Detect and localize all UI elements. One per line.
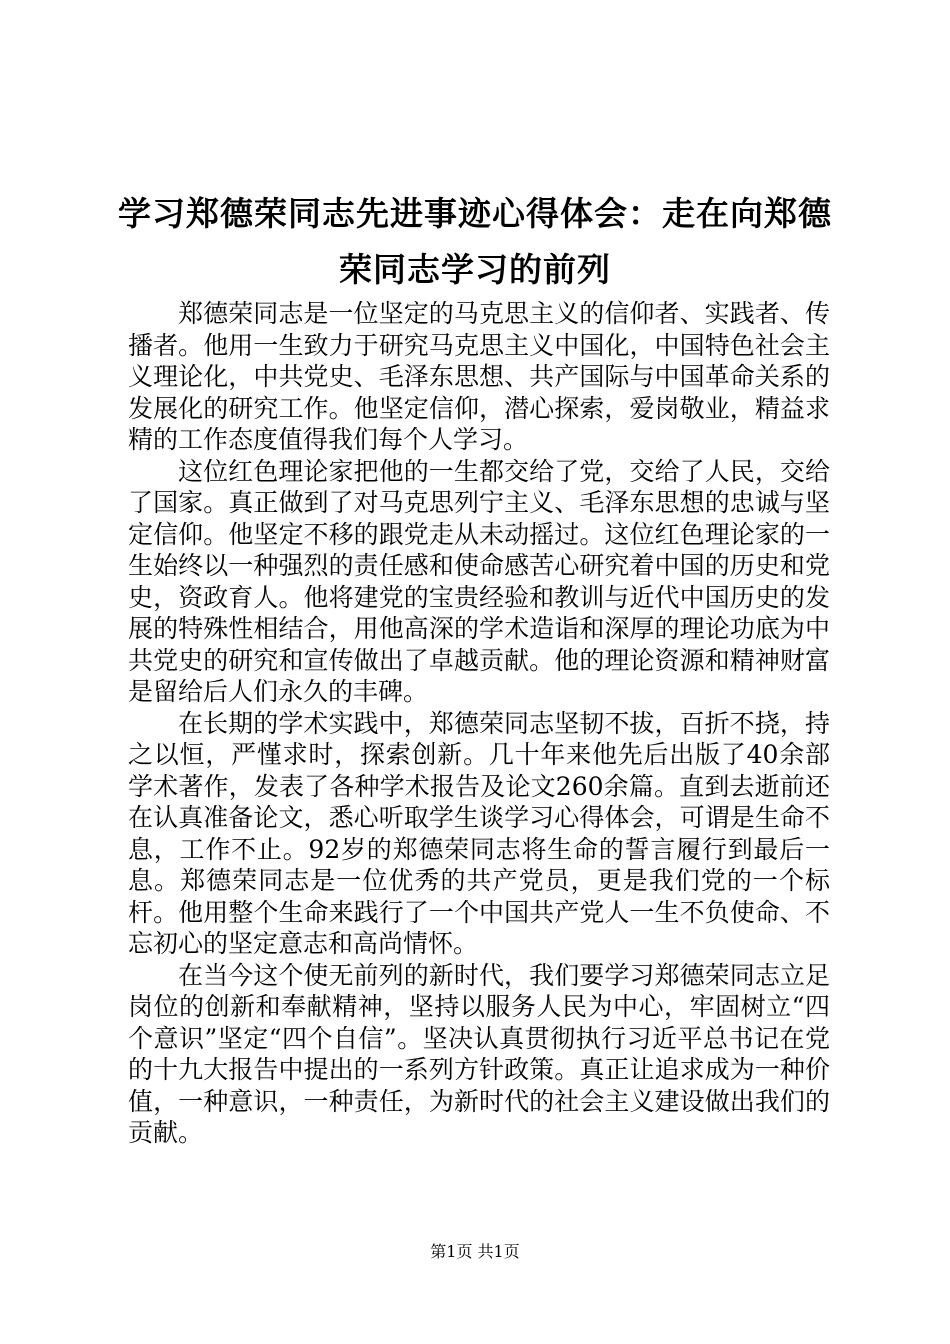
document-title: 学习郑德荣同志先进事迹心得体会：走在向郑德荣同志学习的前列: [118, 194, 832, 289]
paragraph-1: 郑德荣同志是一位坚定的马克思主义的信仰者、实践者、传播者。他用一生致力于研究马克思主义中国化，中国特色社会主义理论化，中共党史、毛泽东思想、共产国际与中国革命关系的发展化的研究工作。他坚定信仰，潜心探索，爱岗敬业，精益求精的工作态度值得我们每个人学习。: [128, 299, 830, 454]
paragraph-2: 这位红色理论家把他的一生都交给了党，交给了人民，交给了国家。真正做到了对马克思列宁主义、毛泽东思想的忠诚与坚定信仰。他坚定不移的跟党走从未动摇过。这位红色理论家的一生始终以一种强烈的责任感和使命感苦心研究着中国的历史和党史，资政育人。他将建党的宝贵经验和教训与近代中国历史的发展的特殊性相结合，用他高深的学术造诣和深厚的理论功底为中共党史的研究和宣传做出了卓越贡献。他的理论资源和精神财富是留给后人们永久的丰碑。: [128, 456, 830, 706]
paragraph-4: 在当今这个使无前列的新时代，我们要学习郑德荣同志立足岗位的创新和奉献精神，坚持以服务人民为中心，牢固树立“四个意识”坚定“四个自信”。坚决认真贯彻执行习近平总书记在党的十九大报告中提出的一系列方针政策。真正让追求成为一种价值，一种意识，一种责任，为新时代的社会主义建设做出我们的贡献。: [128, 960, 830, 1147]
document-body: [128, 298, 830, 1149]
page-number-footer: 第1页 共1页: [430, 1242, 520, 1261]
paragraph-3: 在长期的学术实践中，郑德荣同志坚韧不拔，百折不挠，持之以恒，严慬求时，探索创新。几十年来他先后出版了40余部学术著作，发表了各种学术报告及论文260余篇。直到去逝前还在认真准备论文，悉心听取学生谈学习心得体会，可谓是生命不息，工作不止。92岁的郑德荣同志将生命的誓言履行到最后一息。郑德荣同志是一位优秀的共产党员，更是我们党的一个标杆。他用整个生命来践行了一个中国共产党人一生不负使命、不忘初心的坚定意志和高尚情怀。: [128, 708, 830, 958]
